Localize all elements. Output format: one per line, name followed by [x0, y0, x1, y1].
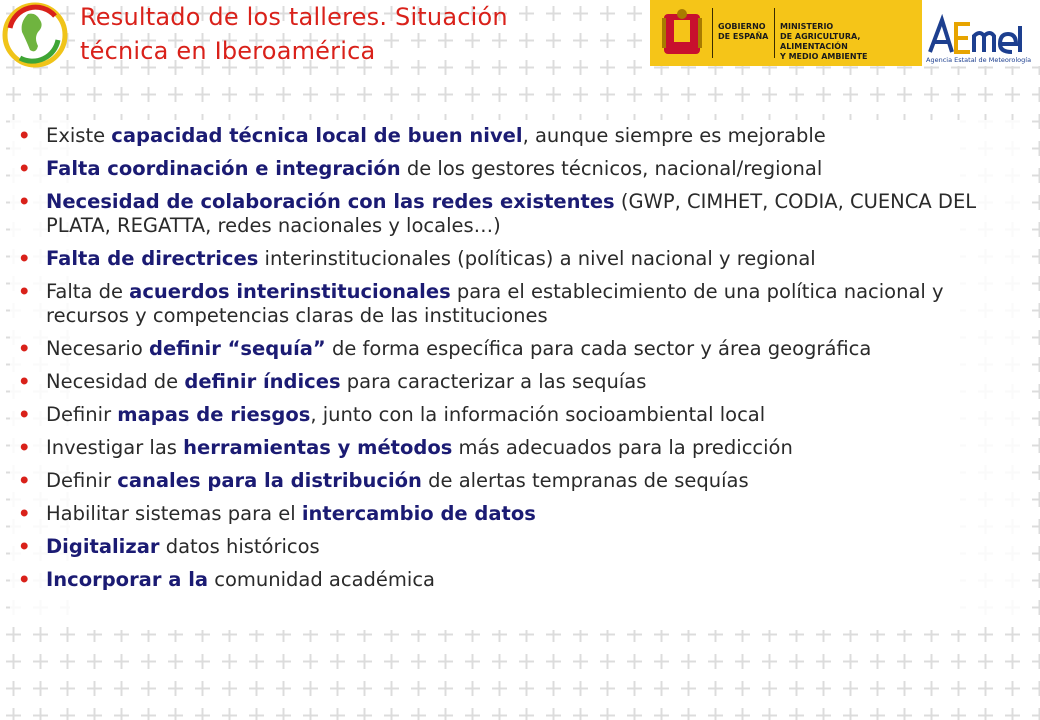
bullet-text: , junto con la información socioambiental local: [310, 403, 766, 426]
title-line-2: técnica en Iberoamérica: [80, 37, 376, 65]
bullet-text: para el establecimiento de una política nacional y recursos y competencias claras de las instituciones: [46, 280, 944, 327]
bullet-marker: •: [18, 403, 31, 426]
bullet-item: [18, 370, 1028, 394]
bullet-item: [18, 157, 1028, 181]
bullet-bold-text: Falta de directrices: [46, 247, 259, 270]
bullet-item: [18, 124, 1028, 148]
coat-of-arms-icon: [660, 8, 704, 58]
bullet-item: [18, 247, 1028, 271]
bullet-bold-text: acuerdos interinstitucionales: [129, 280, 451, 303]
bullet-text: Falta de: [46, 280, 130, 303]
ministry-text: MINISTERIO DE AGRICULTURA, ALIMENTACIÓN Y MEDIO AMBIENTE: [780, 22, 868, 61]
bullet-text: Definir: [46, 469, 118, 492]
bullet-text: Investigar las: [46, 436, 184, 459]
bullet-marker: •: [18, 502, 31, 525]
gov-text: GOBIERNO DE ESPAÑA: [718, 22, 769, 41]
bullet-marker: •: [18, 436, 31, 459]
bullet-item: [18, 403, 1028, 427]
bullet-bold-text: Necesidad de colaboración con las redes existentes: [46, 190, 615, 213]
bullet-item: [18, 337, 1028, 361]
bullet-text: de los gestores técnicos, nacional/regional: [400, 157, 823, 180]
bullet-bold-text: Incorporar a la: [46, 568, 209, 591]
bullet-text: de forma específica para cada sector y área geográfica: [325, 337, 872, 360]
bullet-text: interinstitucionales (políticas) a nivel nacional y regional: [258, 247, 816, 270]
bullet-marker: •: [18, 370, 31, 393]
bullet-marker: •: [18, 190, 31, 213]
bullet-text: de alertas tempranas de sequías: [421, 469, 749, 492]
slide-header: [0, 0, 1040, 70]
bullet-bold-text: definir índices: [184, 370, 341, 393]
slide-title: [80, 0, 640, 68]
bullet-item: [18, 190, 1028, 238]
bullet-marker: •: [18, 337, 31, 360]
government-logo-block: [650, 0, 922, 66]
bullet-bold-text: herramientas y métodos: [183, 436, 453, 459]
bullet-marker: •: [18, 157, 31, 180]
bullet-text: datos históricos: [159, 535, 320, 558]
bullet-list: [18, 124, 1028, 601]
bullet-text: Necesidad de: [46, 370, 185, 393]
bullet-marker: •: [18, 568, 31, 591]
bullet-text: , aunque siempre es mejorable: [522, 124, 826, 147]
aemet-subtitle: Agencia Estatal de Meteorología: [926, 56, 1032, 64]
bullet-bold-text: Falta coordinación e integración: [46, 157, 401, 180]
bullet-text: para caracterizar a las sequías: [340, 370, 647, 393]
bullet-item: [18, 568, 1028, 592]
bullet-item: [18, 469, 1028, 493]
bullet-bold-text: definir “sequía”: [148, 337, 326, 360]
bullet-text: comunidad académica: [208, 568, 436, 591]
bullet-item: [18, 436, 1028, 460]
bullet-marker: •: [18, 124, 31, 147]
bullet-marker: •: [18, 247, 31, 270]
bullet-item: [18, 535, 1028, 559]
bullet-marker: •: [18, 535, 31, 558]
bullet-text: Existe: [46, 124, 112, 147]
bullet-text: más adecuados para la predicción: [452, 436, 793, 459]
aemet-logo-block: [922, 0, 1040, 66]
bullet-bold-text: mapas de riesgos: [117, 403, 311, 426]
bullet-bold-text: Digitalizar: [46, 535, 160, 558]
globe-icon: [0, 0, 70, 70]
bullet-item: [18, 502, 1028, 526]
bullet-marker: •: [18, 469, 31, 492]
bullet-bold-text: intercambio de datos: [301, 502, 536, 525]
bullet-item: [18, 280, 1028, 328]
bullet-text: Necesario: [46, 337, 149, 360]
bullet-text: Habilitar sistemas para el: [46, 502, 302, 525]
title-line-1: Resultado de los talleres. Situación: [80, 3, 508, 31]
bullet-bold-text: canales para la distribución: [117, 469, 422, 492]
aemet-logo: [926, 14, 1026, 58]
bullet-text: Definir: [46, 403, 118, 426]
bullet-text: (GWP, CIMHET, CODIA, CUENCA DEL PLATA, REGATTA, redes nacionales y locales…): [46, 190, 977, 237]
bullet-bold-text: capacidad técnica local de buen nivel: [111, 124, 523, 147]
bullet-marker: •: [18, 280, 31, 303]
